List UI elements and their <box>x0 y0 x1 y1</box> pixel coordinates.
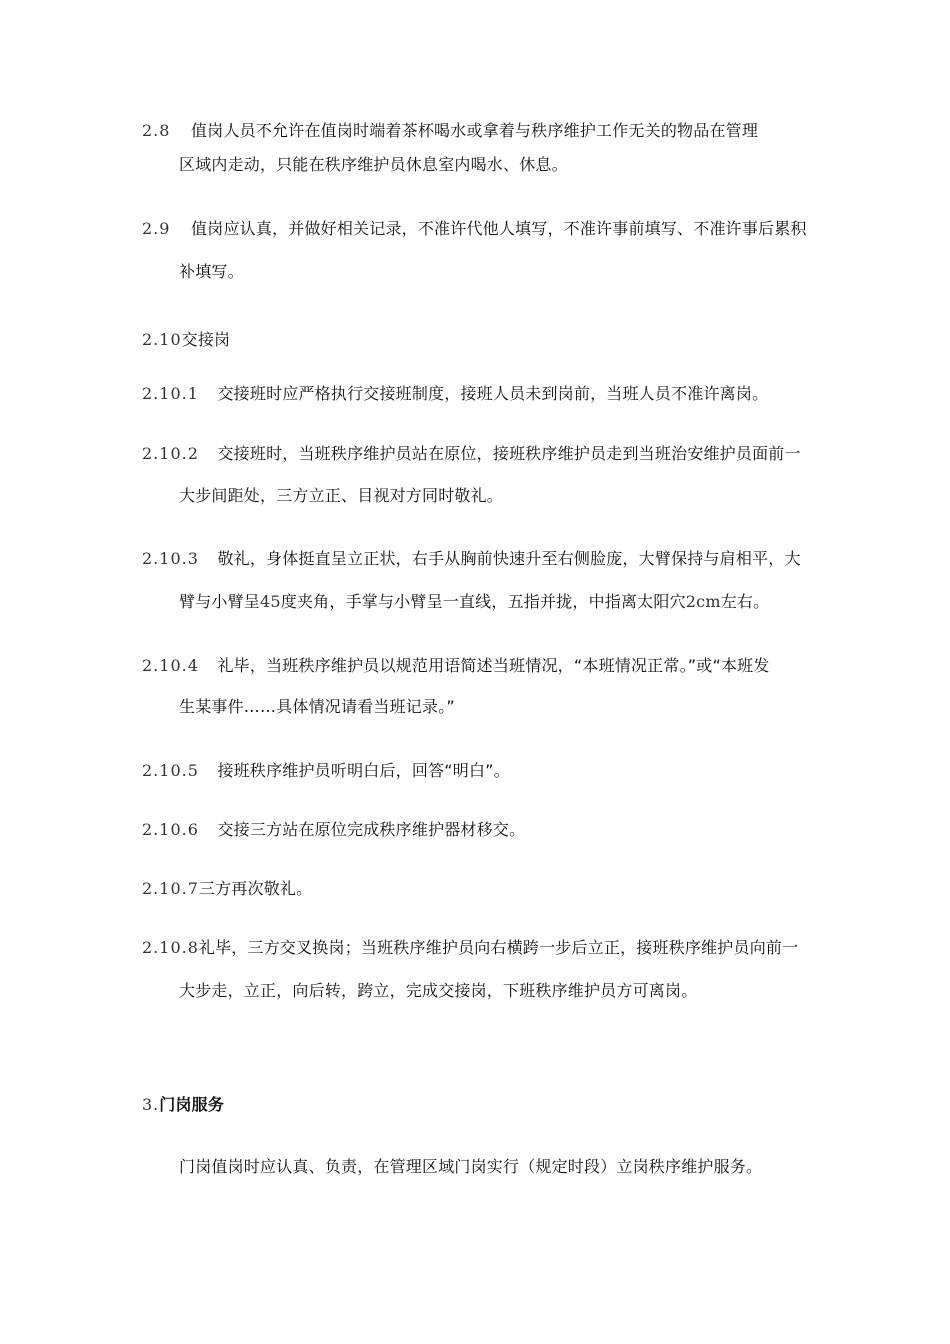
item-number: 2.10.5 <box>142 761 199 780</box>
item-number-inline: 2cm <box>685 592 721 611</box>
item-2-9-line1 <box>142 219 807 239</box>
section-3-heading <box>142 1095 224 1115</box>
item-2-10-heading <box>142 330 230 350</box>
item-2-10-6-line1 <box>142 820 525 840</box>
item-2-8-line2 <box>179 155 568 175</box>
item-text: 礼毕，当班秩序维护员以规范用语简述当班情况，“本班情况正常。”或“本班发 <box>217 656 770 675</box>
item-2-10-8-line1 <box>142 938 798 958</box>
item-number: 2.10.3 <box>142 549 199 568</box>
item-text: 接班秩序维护员听明白后，回答“明白”。 <box>217 761 510 780</box>
item-2-10-2-line1 <box>142 444 801 464</box>
item-number: 2.8 <box>142 121 171 140</box>
item-number: 2.10.2 <box>142 444 199 463</box>
item-number: 2.10.6 <box>142 820 199 839</box>
item-2-10-2-line2 <box>179 486 503 506</box>
section-3-body <box>179 1157 762 1177</box>
item-text: 交接班时，当班秩序维护员站在原位，接班秩序维护员走到当班治安维护员面前一 <box>217 444 801 463</box>
section-title: 门岗服务 <box>159 1095 225 1114</box>
item-text: 左右。 <box>720 592 770 611</box>
item-text: 敬礼，身体挺直呈立正状，右手从胸前快速升至右侧脸庞，大臂保持与肩相平，大 <box>217 549 801 568</box>
item-2-10-1-line1 <box>142 384 768 404</box>
item-text: 臂与小臂呈 <box>179 592 261 611</box>
item-2-10-7-line1 <box>142 879 312 899</box>
item-number-inline: 45 <box>260 592 281 611</box>
item-number: 2.9 <box>142 219 171 238</box>
item-text: 度夹角，手掌与小臂呈一直线，五指并拢，中指离太阳穴 <box>280 592 686 611</box>
item-text: 补填写。 <box>179 262 244 281</box>
section-number: 3. <box>142 1095 160 1114</box>
item-text: 三方再次敬礼。 <box>198 879 313 898</box>
item-2-10-3-line2 <box>179 592 769 612</box>
item-text: 值岗人员不允许在值岗时端着茶杯喝水或拿着与秩序维护工作无关的物品在管理 <box>191 121 759 140</box>
item-2-9-line2 <box>179 262 244 282</box>
item-text: 交接班时应严格执行交接班制度，接班人员未到岗前，当班人员不准许离岗。 <box>217 384 769 403</box>
item-2-10-8-line2 <box>179 981 697 1001</box>
item-number: 2.10.1 <box>142 384 199 403</box>
item-number: 2.10.7 <box>142 879 199 898</box>
item-2-10-4-line2 <box>179 697 455 717</box>
item-text: 生某事件……具体情况请看当班记录。” <box>179 697 455 716</box>
item-text: 大步走，立正，向后转，跨立，完成交接岗，下班秩序维护员方可离岗。 <box>179 981 698 1000</box>
item-text: 礼毕，三方交叉换岗；当班秩序维护员向右横跨一步后立正，接班秩序维护员向前一 <box>198 938 799 957</box>
item-text: 交接三方站在原位完成秩序维护器材移交。 <box>217 820 526 839</box>
item-2-10-3-line1 <box>142 549 801 569</box>
item-text: 大步间距处，三方立正、目视对方同时敬礼。 <box>179 486 504 505</box>
item-number: 2.10.8 <box>142 938 199 957</box>
section-body-text: 门岗值岗时应认真、负责，在管理区域门岗实行（规定时段）立岗秩序维护服务。 <box>179 1157 763 1176</box>
item-text: 区域内走动，只能在秩序维护员休息室内喝水、休息。 <box>179 155 568 174</box>
item-text: 交接岗 <box>181 330 231 349</box>
item-2-10-4-line1 <box>142 656 770 676</box>
item-2-10-5-line1 <box>142 761 510 781</box>
item-2-8-line1 <box>142 121 758 141</box>
item-number: 2.10.4 <box>142 656 199 675</box>
item-text: 值岗应认真，并做好相关记录，不准许代他人填写，不准许事前填写、不准许事后累积 <box>191 219 807 238</box>
item-number: 2.10 <box>142 330 182 349</box>
